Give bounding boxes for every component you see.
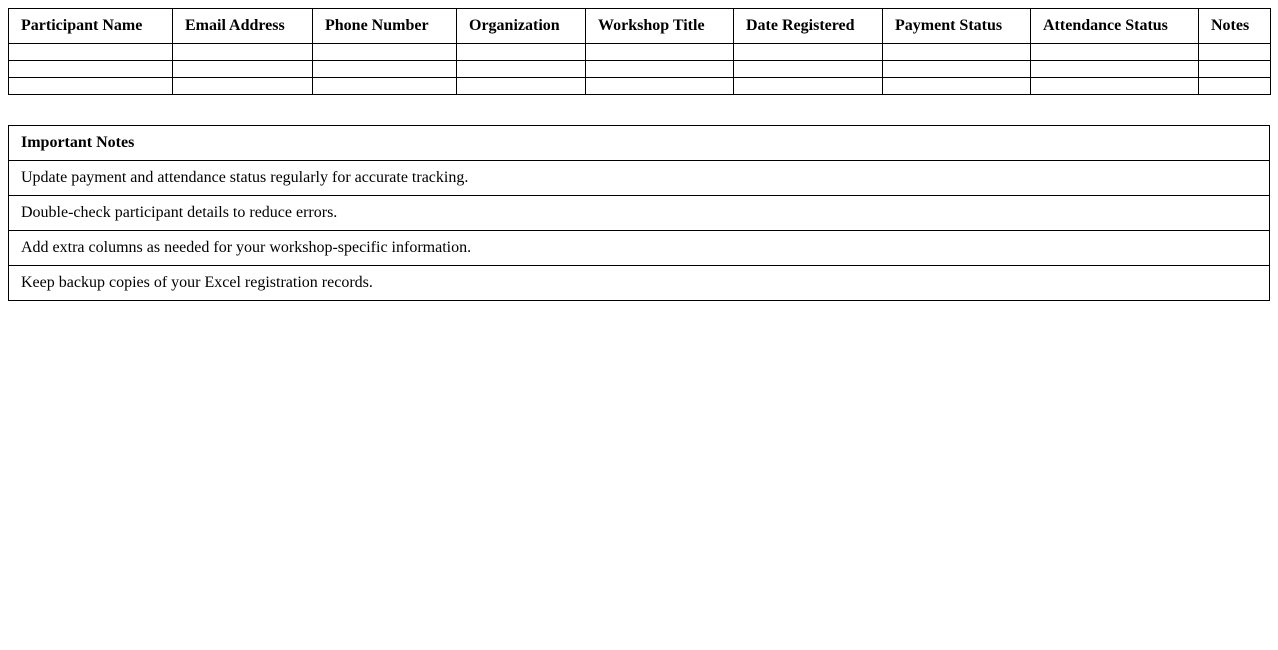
column-header-attendance-status: Attendance Status	[1031, 9, 1199, 44]
column-header-organization: Organization	[457, 9, 586, 44]
table-cell[interactable]	[9, 44, 173, 61]
table-cell[interactable]	[457, 78, 586, 95]
table-cell[interactable]	[1199, 44, 1271, 61]
table-cell[interactable]	[457, 61, 586, 78]
column-header-workshop-title: Workshop Title	[586, 9, 734, 44]
table-cell[interactable]	[173, 78, 313, 95]
notes-row	[9, 266, 1270, 301]
table-cell[interactable]	[586, 78, 734, 95]
table-cell[interactable]	[457, 44, 586, 61]
table-cell[interactable]	[586, 61, 734, 78]
table-row	[9, 78, 1271, 95]
table-cell[interactable]	[173, 44, 313, 61]
notes-row	[9, 231, 1270, 266]
table-cell[interactable]	[734, 44, 883, 61]
note-item: Double-check participant details to reduce errors.	[9, 196, 1270, 231]
note-item: Update payment and attendance status regularly for accurate tracking.	[9, 161, 1270, 196]
table-cell[interactable]	[313, 78, 457, 95]
table-cell[interactable]	[313, 44, 457, 61]
table-cell[interactable]	[9, 61, 173, 78]
note-item: Add extra columns as needed for your workshop-specific information.	[9, 231, 1270, 266]
table-cell[interactable]	[313, 61, 457, 78]
table-cell[interactable]	[883, 61, 1031, 78]
notes-header-row	[9, 126, 1270, 161]
table-row	[9, 61, 1271, 78]
note-item: Keep backup copies of your Excel registration records.	[9, 266, 1270, 301]
table-cell[interactable]	[883, 78, 1031, 95]
notes-table	[8, 125, 1270, 301]
notes-row	[9, 161, 1270, 196]
notes-row	[9, 196, 1270, 231]
table-row	[9, 44, 1271, 61]
column-header-participant-name: Participant Name	[9, 9, 173, 44]
table-header-row	[9, 9, 1271, 44]
table-cell[interactable]	[734, 78, 883, 95]
table-cell[interactable]	[173, 61, 313, 78]
table-cell[interactable]	[1199, 78, 1271, 95]
table-cell[interactable]	[1199, 61, 1271, 78]
table-cell[interactable]	[1031, 44, 1199, 61]
column-header-notes: Notes	[1199, 9, 1271, 44]
table-cell[interactable]	[586, 44, 734, 61]
notes-title: Important Notes	[9, 126, 1270, 161]
table-cell[interactable]	[883, 44, 1031, 61]
table-cell[interactable]	[734, 61, 883, 78]
column-header-payment-status: Payment Status	[883, 9, 1031, 44]
table-cell[interactable]	[1031, 78, 1199, 95]
column-header-phone-number: Phone Number	[313, 9, 457, 44]
table-cell[interactable]	[1031, 61, 1199, 78]
column-header-date-registered: Date Registered	[734, 9, 883, 44]
registration-table	[8, 8, 1271, 95]
column-header-email-address: Email Address	[173, 9, 313, 44]
table-cell[interactable]	[9, 78, 173, 95]
